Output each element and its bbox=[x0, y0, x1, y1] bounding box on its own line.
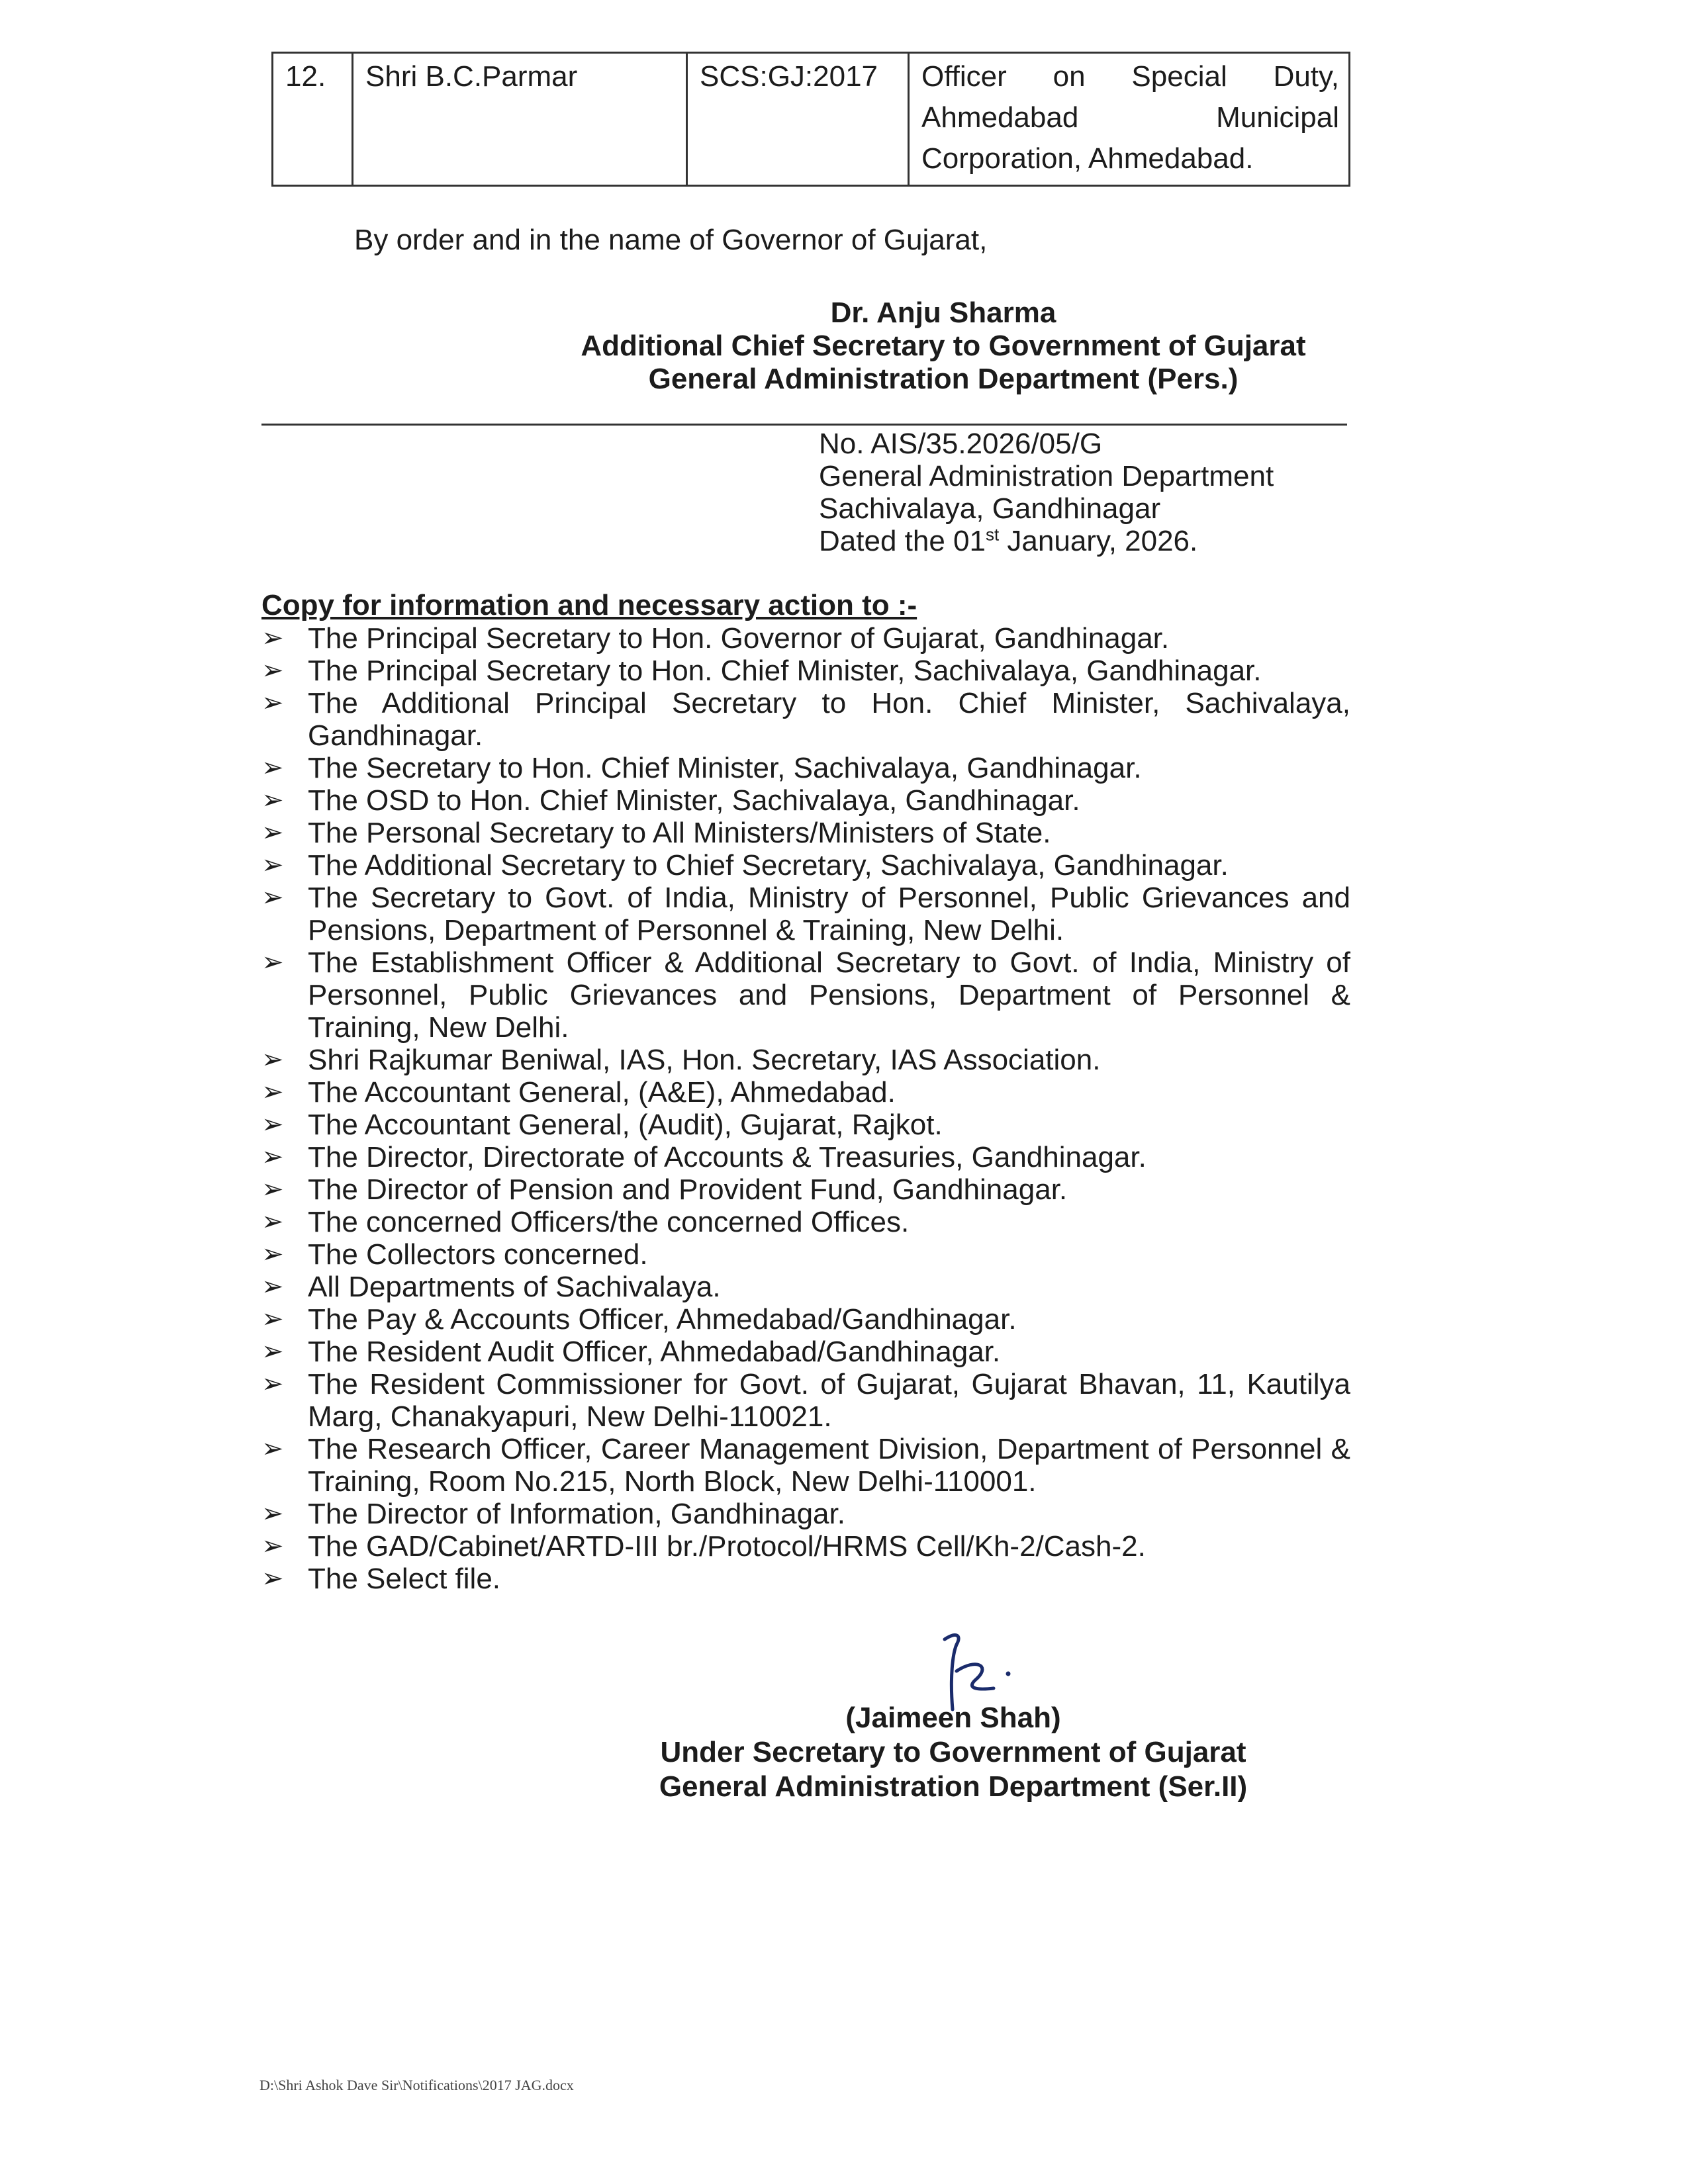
list-item bbox=[261, 1044, 1350, 1076]
recipient-text: The Resident Audit Officer, Ahmedabad/Gandhinagar. bbox=[308, 1336, 1001, 1368]
officer-name-cell: Shri B.C.Parmar bbox=[353, 53, 687, 186]
recipient-text: The Personal Secretary to All Ministers/Ministers of State. bbox=[308, 817, 1051, 849]
recipient-text: Shri Rajkumar Beniwal, IAS, Hon. Secretary, IAS Association. bbox=[308, 1044, 1101, 1076]
reference-place: Sachivalaya, Gandhinagar bbox=[819, 492, 1161, 525]
file-path-footer: D:\Shri Ashok Dave Sir\Notifications\2017 JAG.docx bbox=[259, 2077, 574, 2093]
reference-department: General Administration Department bbox=[819, 460, 1274, 492]
recipient-text: The OSD to Hon. Chief Minister, Sachivalaya, Gandhinagar. bbox=[308, 784, 1080, 817]
batch-cell: SCS:GJ:2017 bbox=[687, 53, 909, 186]
recipient-text: The Secretary to Govt. of India, Ministry of Personnel, Public Grievances and Pensions, Department of Personnel & Training, New Delhi. bbox=[308, 882, 1350, 946]
signatory-2-designation: Under Secretary to Government of Gujarat bbox=[660, 1736, 1246, 1768]
arrow-bullet-icon: ➢ bbox=[261, 850, 284, 880]
reference-block bbox=[819, 428, 1274, 557]
recipient-text: The concerned Officers/the concerned Offices. bbox=[308, 1206, 910, 1238]
list-item bbox=[261, 1109, 1350, 1141]
recipient-text: The Accountant General, (Audit), Gujarat, Rajkot. bbox=[308, 1109, 943, 1141]
list-item bbox=[261, 687, 1350, 752]
arrow-bullet-icon: ➢ bbox=[261, 1077, 284, 1107]
serial-number-cell: 12. bbox=[273, 53, 353, 186]
recipient-text: The Resident Commissioner for Govt. of Gujarat, Gujarat Bhavan, 11, Kautilya Marg, Chanakyapuri, New Delhi-110021. bbox=[308, 1368, 1350, 1433]
list-item bbox=[261, 1336, 1350, 1368]
recipient-text: All Departments of Sachivalaya. bbox=[308, 1271, 721, 1303]
arrow-bullet-icon: ➢ bbox=[261, 1110, 284, 1139]
arrow-bullet-icon: ➢ bbox=[261, 688, 284, 717]
recipient-text: The Director of Information, Gandhinagar. bbox=[308, 1498, 845, 1530]
list-item bbox=[261, 1433, 1350, 1498]
reference-number: No. AIS/35.2026/05/G bbox=[819, 428, 1103, 460]
order-line: By order and in the name of Governor of Gujarat, bbox=[354, 224, 988, 256]
recipient-text: The Principal Secretary to Hon. Chief Minister, Sachivalaya, Gandhinagar. bbox=[308, 655, 1262, 687]
list-item bbox=[261, 784, 1350, 817]
recipient-text: The Accountant General, (A&E), Ahmedabad. bbox=[308, 1076, 896, 1109]
list-item bbox=[261, 817, 1350, 849]
list-item bbox=[261, 1206, 1350, 1238]
list-item bbox=[261, 655, 1350, 687]
signatory-1-name: Dr. Anju Sharma bbox=[830, 296, 1056, 329]
arrow-bullet-icon: ➢ bbox=[261, 883, 284, 912]
recipient-text: The Director, Directorate of Accounts & Treasuries, Gandhinagar. bbox=[308, 1141, 1147, 1173]
arrow-bullet-icon: ➢ bbox=[261, 786, 284, 815]
list-item bbox=[261, 1076, 1350, 1109]
reference-date: Dated the 01st January, 2026. bbox=[819, 524, 1198, 557]
arrow-bullet-icon: ➢ bbox=[261, 1142, 284, 1171]
arrow-bullet-icon: ➢ bbox=[261, 1564, 284, 1593]
list-item bbox=[261, 1498, 1350, 1530]
arrow-bullet-icon: ➢ bbox=[261, 1207, 284, 1236]
signatory-block-1 bbox=[556, 296, 1331, 396]
arrow-bullet-icon: ➢ bbox=[261, 948, 284, 977]
arrow-bullet-icon: ➢ bbox=[261, 1175, 284, 1204]
recipient-text: The Pay & Accounts Officer, Ahmedabad/Gandhinagar. bbox=[308, 1303, 1017, 1336]
arrow-bullet-icon: ➢ bbox=[261, 1369, 284, 1398]
copy-heading: Copy for information and necessary action to :- bbox=[261, 589, 917, 621]
signatory-2-name: (Jaimeen Shah) bbox=[845, 1702, 1061, 1734]
recipient-text: The Research Officer, Career Management Division, Department of Personnel & Training, Room No.215, North Block, New Delhi-110001. bbox=[308, 1433, 1350, 1498]
arrow-bullet-icon: ➢ bbox=[261, 1240, 284, 1269]
arrow-bullet-icon: ➢ bbox=[261, 1531, 284, 1561]
list-item bbox=[261, 849, 1350, 882]
list-item bbox=[261, 1303, 1350, 1336]
arrow-bullet-icon: ➢ bbox=[261, 1272, 284, 1301]
list-item bbox=[261, 1238, 1350, 1271]
posting-cell: Officer on Special Duty, Ahmedabad Municipal Corporation, Ahmedabad. bbox=[909, 53, 1350, 186]
list-item bbox=[261, 1141, 1350, 1173]
list-item bbox=[261, 1271, 1350, 1303]
signatory-block-2 bbox=[635, 1701, 1271, 1804]
list-item bbox=[261, 752, 1350, 784]
signatory-2-department: General Administration Department (Ser.II) bbox=[659, 1770, 1248, 1803]
recipient-text: The Additional Secretary to Chief Secretary, Sachivalaya, Gandhinagar. bbox=[308, 849, 1229, 882]
recipient-text: The Collectors concerned. bbox=[308, 1238, 648, 1271]
arrow-bullet-icon: ➢ bbox=[261, 1434, 284, 1463]
list-item bbox=[261, 622, 1350, 655]
arrow-bullet-icon: ➢ bbox=[261, 818, 284, 847]
recipient-text: The GAD/Cabinet/ARTD-III br./Protocol/HRMS Cell/Kh-2/Cash-2. bbox=[308, 1530, 1146, 1563]
arrow-bullet-icon: ➢ bbox=[261, 1304, 284, 1334]
arrow-bullet-icon: ➢ bbox=[261, 656, 284, 685]
arrow-bullet-icon: ➢ bbox=[261, 1337, 284, 1366]
signatory-1-department: General Administration Department (Pers.) bbox=[648, 363, 1239, 395]
table-row bbox=[273, 53, 1350, 186]
recipient-text: The Select file. bbox=[308, 1563, 501, 1595]
list-item bbox=[261, 946, 1350, 1044]
recipient-list bbox=[261, 622, 1350, 1595]
recipient-text: The Principal Secretary to Hon. Governor of Gujarat, Gandhinagar. bbox=[308, 622, 1170, 655]
recipient-text: The Establishment Officer & Additional Secretary to Govt. of India, Ministry of Personnel, Public Grievances and Pensions, Department of Personnel & Training, New Delhi. bbox=[308, 946, 1350, 1044]
arrow-bullet-icon: ➢ bbox=[261, 1045, 284, 1074]
list-item bbox=[261, 1368, 1350, 1433]
list-item bbox=[261, 1173, 1350, 1206]
arrow-bullet-icon: ➢ bbox=[261, 753, 284, 782]
recipient-text: The Additional Principal Secretary to Hon. Chief Minister, Sachivalaya, Gandhinagar. bbox=[308, 687, 1350, 752]
arrow-bullet-icon: ➢ bbox=[261, 1499, 284, 1528]
list-item bbox=[261, 882, 1350, 946]
list-item bbox=[261, 1563, 1350, 1595]
recipient-text: The Director of Pension and Provident Fund, Gandhinagar. bbox=[308, 1173, 1068, 1206]
arrow-bullet-icon: ➢ bbox=[261, 623, 284, 653]
recipient-text: The Secretary to Hon. Chief Minister, Sachivalaya, Gandhinagar. bbox=[308, 752, 1142, 784]
officer-table bbox=[271, 52, 1350, 187]
divider bbox=[261, 424, 1347, 426]
list-item bbox=[261, 1530, 1350, 1563]
signatory-1-designation: Additional Chief Secretary to Government of Gujarat bbox=[581, 330, 1306, 362]
